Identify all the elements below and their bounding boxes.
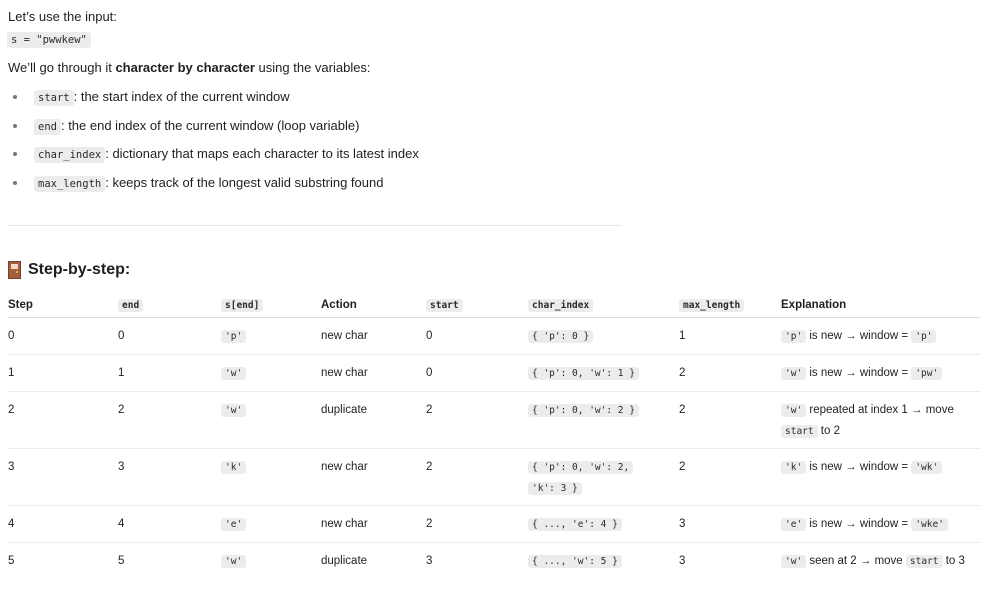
cell-max-length: 2 [679,392,781,449]
variable-code: end [34,119,61,135]
cell-explanation [781,506,980,543]
cell-s-end-code: 'w' [221,367,246,380]
list-item [0,88,419,117]
explanation-code: 'w' [781,404,806,417]
cell-s-end-code: 'w' [221,404,246,417]
cell-char-index-code: 'k': 3 } [528,482,582,495]
cell-explanation [781,449,980,506]
cell-char-index-code: { ..., 'e': 4 } [528,518,622,531]
cell-explanation [781,543,980,580]
bullet-icon [13,95,17,99]
cell-start: 2 [426,449,528,506]
header-explanation: Explanation [781,292,980,318]
cell-action: duplicate [321,555,368,567]
cell-start: 0 [426,318,528,355]
cell-end: 5 [118,555,125,567]
header-end [118,292,221,318]
cell-step: 0 [8,318,118,355]
steps-table [8,292,980,579]
cell-s-end [221,392,321,449]
header-step: Step [8,292,118,318]
section-heading-text: Step-by-step: [28,261,131,278]
walkthrough-intro [8,60,371,75]
explanation-code: 'e' [781,518,806,531]
bullet-icon [13,181,17,185]
explanation-text: to 3 [942,555,965,567]
cell-max-length: 3 [679,506,781,543]
cell-s-end [221,543,321,580]
variable-code: start [34,90,74,106]
table-header-row [8,292,980,318]
header-char-index-code: char_index [528,299,593,312]
cell-explanation [781,318,980,355]
table-row [8,449,980,506]
cell-char-index-code: { 'p': 0, 'w': 2 } [528,404,639,417]
input-code: s = "pwwkew" [7,32,91,48]
explanation-code: 'k' [781,461,806,474]
section-divider [8,225,622,226]
explanation-code: start [781,425,818,438]
variable-description: : the start index of the current window [73,89,290,104]
cell-action: new char [321,506,426,543]
cell-action: new char [321,318,426,355]
variable-description: : keeps track of the longest valid substring found [105,175,384,191]
cell-end: 4 [118,506,221,543]
cell-action: new char [321,355,426,392]
explanation-text: repeated at index 1 → move [806,404,954,416]
header-action: Action [321,292,426,318]
cell-step: 1 [8,355,118,392]
cell-char-index-code: { 'p': 0, 'w': 2, [528,461,633,474]
explanation-code: 'w' [781,367,806,380]
explanation-code: 'pw' [911,367,942,380]
cell-s-end-code: 'w' [221,555,246,568]
cell-start: 2 [426,392,528,449]
explanation-code: start [906,555,943,568]
door-icon [8,261,21,279]
cell-s-end [221,318,321,355]
cell-max-length: 3 [679,555,686,567]
bullet-icon [13,152,17,156]
explanation-text: is new → window = [806,330,912,342]
explanation-code: 'p' [911,330,936,343]
cell-char-index-code: { 'p': 0, 'w': 1 } [528,367,639,380]
header-s-end [221,292,321,318]
explanation-code: 'w' [781,555,806,568]
list-item [0,117,419,146]
explanation-text: to 2 [817,425,840,437]
cell-start: 2 [426,506,528,543]
list-item [0,174,419,203]
table-row [8,506,980,543]
cell-explanation [781,355,980,392]
cell-s-end-code: 'k' [221,461,246,474]
variable-description: : the end index of the current window (loop variable) [60,117,360,133]
table-row [8,355,980,392]
cell-step: 5 [8,555,15,567]
explanation-code: 'p' [781,330,806,343]
table-row [8,392,980,449]
walkthrough-intro-bold: character by character [115,60,255,75]
cell-max-length: 2 [679,449,781,506]
cell-end: 1 [118,355,221,392]
cell-step: 2 [8,392,118,449]
header-end-code: end [118,299,143,312]
cell-action: duplicate [321,392,426,449]
cell-char-index [528,543,679,580]
walkthrough-intro-before: We’ll go through it [8,60,116,75]
intro-text: Let’s use the input: [8,9,117,24]
header-s-end-code: s[end] [221,299,263,312]
cell-step: 3 [8,449,118,506]
cell-char-index [528,449,679,506]
header-max-length-code: max_length [679,299,744,312]
variable-code: char_index [34,147,105,163]
cell-max-length: 1 [679,318,781,355]
cell-char-index [528,355,679,392]
explanation-code: 'wk' [911,461,942,474]
cell-step: 4 [8,506,118,543]
cell-char-index-code: { ..., 'w': 5 } [528,555,622,568]
cell-char-index [528,318,679,355]
cell-max-length: 2 [679,355,781,392]
cell-start: 0 [426,355,528,392]
explanation-text: seen at 2 → move [806,555,906,567]
table-row [8,318,980,355]
header-start [426,292,528,318]
variables-list [0,88,419,203]
explanation-code: 'wke' [911,518,948,531]
cell-action: new char [321,449,426,506]
header-start-code: start [426,299,463,312]
header-char-index [528,292,679,318]
cell-start: 3 [426,555,433,567]
cell-end: 0 [118,318,221,355]
cell-end: 3 [118,449,221,506]
variable-code: max_length [34,176,105,192]
cell-char-index-code: { 'p': 0 } [528,330,593,343]
section-heading [8,261,130,279]
cell-s-end [221,355,321,392]
list-item [0,145,419,174]
table-row [8,543,980,580]
cell-s-end [221,449,321,506]
cell-s-end-code: 'p' [221,330,246,343]
cell-s-end-code: 'e' [221,518,246,531]
cell-end: 2 [118,392,221,449]
explanation-text: is new → window = [806,367,912,379]
cell-char-index [528,506,679,543]
cell-explanation [781,392,980,449]
walkthrough-intro-after: using the variables: [254,60,371,75]
explanation-text: is new → window = [806,461,912,473]
cell-s-end [221,506,321,543]
explanation-text: is new → window = [806,518,912,530]
cell-char-index [528,392,679,449]
variable-description: : dictionary that maps each character to its latest index [105,146,419,162]
bullet-icon [13,124,17,128]
header-max-length [679,292,781,318]
